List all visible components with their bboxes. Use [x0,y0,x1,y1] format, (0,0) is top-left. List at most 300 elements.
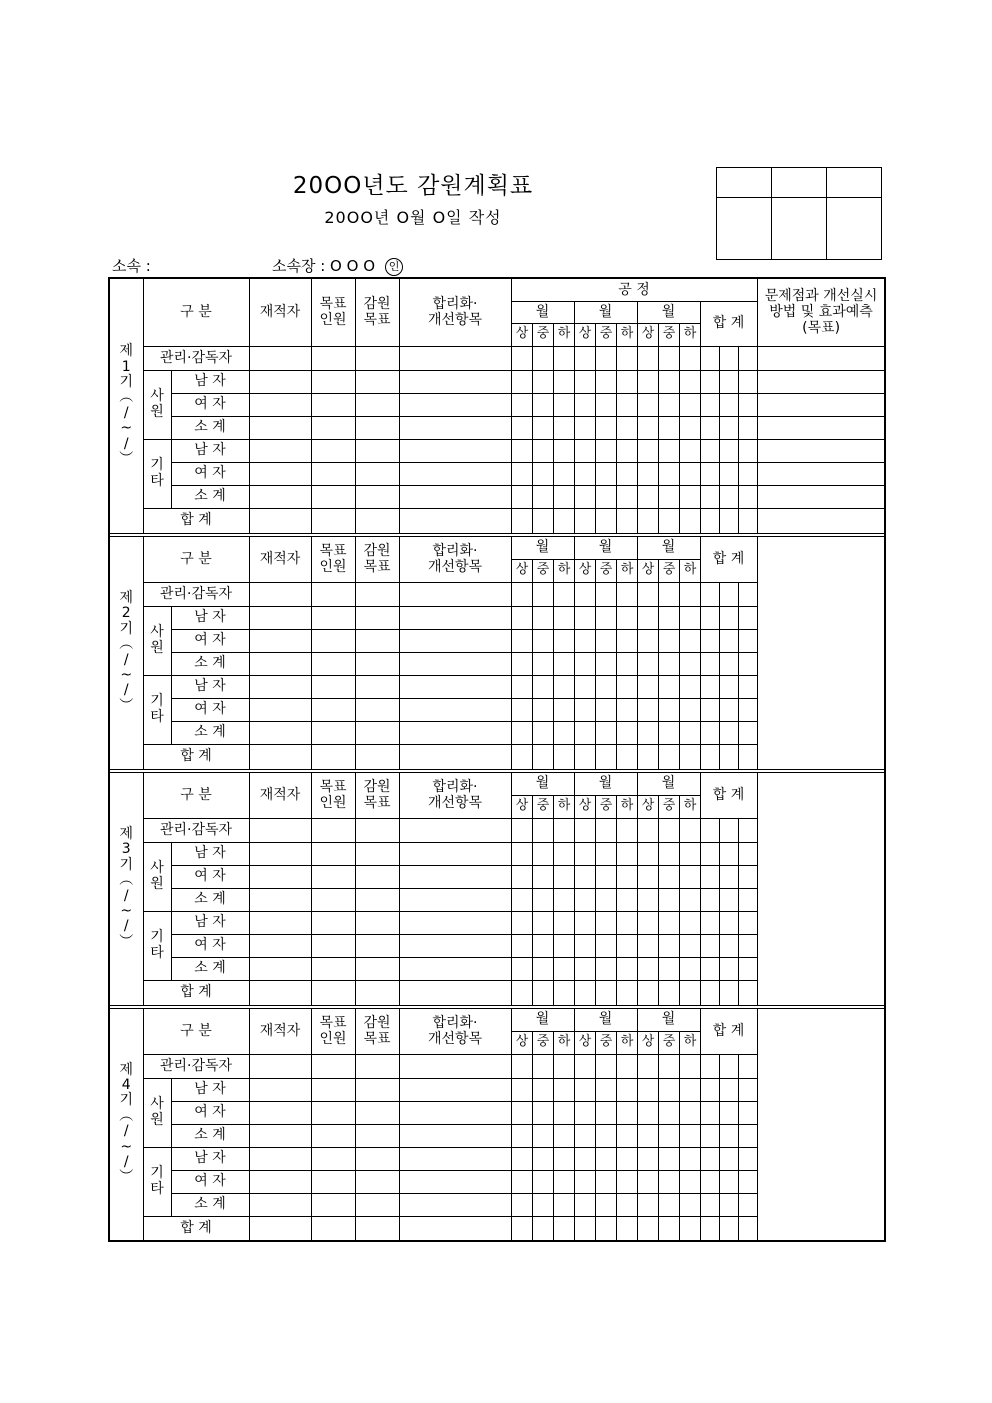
process-grade-cell[interactable] [679,842,700,865]
enrolled-cell[interactable] [249,1193,311,1216]
target-staff-cell[interactable] [311,370,355,393]
process-grade-cell[interactable] [574,1054,595,1078]
process-grade-cell[interactable] [658,1054,679,1078]
process-grade-cell[interactable] [700,911,719,934]
process-grade-cell[interactable] [719,485,738,508]
process-grade-cell[interactable] [738,865,757,888]
reduction-target-cell[interactable] [355,416,399,439]
reduction-target-cell[interactable] [355,1216,399,1241]
reduction-target-cell[interactable] [355,1054,399,1078]
total-cell[interactable] [757,439,885,462]
process-grade-cell[interactable] [738,675,757,698]
reduction-target-cell[interactable] [355,1078,399,1101]
process-grade-cell[interactable] [616,1124,637,1147]
target-staff-cell[interactable] [311,721,355,744]
total-cell[interactable] [757,416,885,439]
process-grade-cell[interactable] [616,1147,637,1170]
process-grade-cell[interactable] [658,957,679,980]
process-grade-cell[interactable] [595,1216,616,1241]
process-grade-cell[interactable] [574,957,595,980]
process-grade-cell[interactable] [679,629,700,652]
process-grade-cell[interactable] [719,346,738,370]
process-grade-cell[interactable] [595,934,616,957]
target-staff-cell[interactable] [311,652,355,675]
target-staff-cell[interactable] [311,675,355,698]
process-grade-cell[interactable] [616,675,637,698]
process-grade-cell[interactable] [637,652,658,675]
process-grade-cell[interactable] [532,1054,553,1078]
process-grade-cell[interactable] [637,346,658,370]
target-staff-cell[interactable] [311,698,355,721]
process-grade-cell[interactable] [637,462,658,485]
process-grade-cell[interactable] [616,508,637,533]
process-grade-cell[interactable] [511,842,532,865]
process-grade-cell[interactable] [679,980,700,1005]
process-grade-cell[interactable] [616,980,637,1005]
target-staff-cell[interactable] [311,1078,355,1101]
process-grade-cell[interactable] [679,1054,700,1078]
total-cell[interactable] [757,508,885,533]
process-grade-cell[interactable] [658,934,679,957]
enrolled-cell[interactable] [249,1216,311,1241]
process-grade-cell[interactable] [700,721,719,744]
process-grade-cell[interactable] [595,416,616,439]
rationalization-cell[interactable] [399,934,511,957]
process-grade-cell[interactable] [700,508,719,533]
process-grade-cell[interactable] [616,485,637,508]
process-grade-cell[interactable] [595,818,616,842]
target-staff-cell[interactable] [311,1170,355,1193]
process-grade-cell[interactable] [719,698,738,721]
process-grade-cell[interactable] [553,1124,574,1147]
enrolled-cell[interactable] [249,652,311,675]
process-grade-cell[interactable] [637,582,658,606]
approval-cell[interactable] [827,198,882,260]
rationalization-cell[interactable] [399,393,511,416]
process-grade-cell[interactable] [574,934,595,957]
process-grade-cell[interactable] [511,629,532,652]
process-grade-cell[interactable] [532,744,553,769]
process-grade-cell[interactable] [511,416,532,439]
process-grade-cell[interactable] [679,1124,700,1147]
process-grade-cell[interactable] [700,1193,719,1216]
process-grade-cell[interactable] [511,508,532,533]
process-grade-cell[interactable] [574,1078,595,1101]
process-grade-cell[interactable] [595,462,616,485]
reduction-target-cell[interactable] [355,888,399,911]
process-grade-cell[interactable] [679,911,700,934]
process-grade-cell[interactable] [616,346,637,370]
process-grade-cell[interactable] [532,888,553,911]
process-grade-cell[interactable] [738,1193,757,1216]
process-grade-cell[interactable] [658,1101,679,1124]
process-grade-cell[interactable] [637,698,658,721]
process-grade-cell[interactable] [679,508,700,533]
process-grade-cell[interactable] [595,439,616,462]
process-grade-cell[interactable] [719,842,738,865]
target-staff-cell[interactable] [311,842,355,865]
process-grade-cell[interactable] [574,1170,595,1193]
process-grade-cell[interactable] [595,865,616,888]
reduction-target-cell[interactable] [355,462,399,485]
process-grade-cell[interactable] [511,934,532,957]
process-grade-cell[interactable] [679,934,700,957]
process-grade-cell[interactable] [574,582,595,606]
process-grade-cell[interactable] [574,416,595,439]
rationalization-cell[interactable] [399,1124,511,1147]
process-grade-cell[interactable] [511,1193,532,1216]
process-grade-cell[interactable] [738,370,757,393]
process-grade-cell[interactable] [511,888,532,911]
process-grade-cell[interactable] [553,698,574,721]
process-grade-cell[interactable] [658,462,679,485]
process-grade-cell[interactable] [719,508,738,533]
process-grade-cell[interactable] [553,1054,574,1078]
process-grade-cell[interactable] [719,744,738,769]
process-grade-cell[interactable] [616,1101,637,1124]
process-grade-cell[interactable] [616,606,637,629]
target-staff-cell[interactable] [311,818,355,842]
process-grade-cell[interactable] [679,818,700,842]
process-grade-cell[interactable] [553,1193,574,1216]
process-grade-cell[interactable] [511,980,532,1005]
process-grade-cell[interactable] [511,393,532,416]
process-grade-cell[interactable] [738,606,757,629]
issues-cell[interactable] [757,536,885,769]
enrolled-cell[interactable] [249,393,311,416]
process-grade-cell[interactable] [738,416,757,439]
process-grade-cell[interactable] [595,629,616,652]
process-grade-cell[interactable] [511,1054,532,1078]
process-grade-cell[interactable] [532,439,553,462]
rationalization-cell[interactable] [399,1193,511,1216]
process-grade-cell[interactable] [637,744,658,769]
process-grade-cell[interactable] [574,698,595,721]
process-grade-cell[interactable] [738,346,757,370]
process-grade-cell[interactable] [679,1101,700,1124]
process-grade-cell[interactable] [719,1078,738,1101]
process-grade-cell[interactable] [574,652,595,675]
rationalization-cell[interactable] [399,1101,511,1124]
process-grade-cell[interactable] [532,462,553,485]
process-grade-cell[interactable] [658,721,679,744]
enrolled-cell[interactable] [249,842,311,865]
enrolled-cell[interactable] [249,721,311,744]
process-grade-cell[interactable] [700,842,719,865]
rationalization-cell[interactable] [399,629,511,652]
process-grade-cell[interactable] [700,744,719,769]
process-grade-cell[interactable] [679,1170,700,1193]
process-grade-cell[interactable] [511,1147,532,1170]
process-grade-cell[interactable] [616,721,637,744]
process-grade-cell[interactable] [637,1101,658,1124]
enrolled-cell[interactable] [249,629,311,652]
process-grade-cell[interactable] [574,1216,595,1241]
process-grade-cell[interactable] [637,485,658,508]
process-grade-cell[interactable] [658,416,679,439]
process-grade-cell[interactable] [719,582,738,606]
process-grade-cell[interactable] [553,865,574,888]
process-grade-cell[interactable] [511,1078,532,1101]
process-grade-cell[interactable] [679,416,700,439]
process-grade-cell[interactable] [532,1193,553,1216]
reduction-target-cell[interactable] [355,582,399,606]
enrolled-cell[interactable] [249,957,311,980]
process-grade-cell[interactable] [595,1147,616,1170]
approval-cell[interactable] [772,168,827,198]
process-grade-cell[interactable] [658,393,679,416]
process-grade-cell[interactable] [595,393,616,416]
approval-cell[interactable] [772,198,827,260]
total-cell[interactable] [757,393,885,416]
process-grade-cell[interactable] [738,842,757,865]
process-grade-cell[interactable] [574,606,595,629]
process-grade-cell[interactable] [658,485,679,508]
process-grade-cell[interactable] [532,416,553,439]
process-grade-cell[interactable] [700,1101,719,1124]
process-grade-cell[interactable] [511,439,532,462]
process-grade-cell[interactable] [738,1054,757,1078]
process-grade-cell[interactable] [532,1078,553,1101]
reduction-target-cell[interactable] [355,1193,399,1216]
process-grade-cell[interactable] [738,818,757,842]
process-grade-cell[interactable] [595,346,616,370]
rationalization-cell[interactable] [399,957,511,980]
process-grade-cell[interactable] [719,957,738,980]
process-grade-cell[interactable] [738,721,757,744]
target-staff-cell[interactable] [311,934,355,957]
process-grade-cell[interactable] [719,652,738,675]
enrolled-cell[interactable] [249,416,311,439]
process-grade-cell[interactable] [616,439,637,462]
target-staff-cell[interactable] [311,346,355,370]
process-grade-cell[interactable] [637,629,658,652]
process-grade-cell[interactable] [658,582,679,606]
process-grade-cell[interactable] [532,957,553,980]
approval-cell[interactable] [827,168,882,198]
enrolled-cell[interactable] [249,439,311,462]
process-grade-cell[interactable] [616,888,637,911]
process-grade-cell[interactable] [595,1054,616,1078]
process-grade-cell[interactable] [595,911,616,934]
process-grade-cell[interactable] [553,934,574,957]
target-staff-cell[interactable] [311,416,355,439]
target-staff-cell[interactable] [311,393,355,416]
target-staff-cell[interactable] [311,1147,355,1170]
process-grade-cell[interactable] [553,1170,574,1193]
process-grade-cell[interactable] [700,1216,719,1241]
enrolled-cell[interactable] [249,911,311,934]
process-grade-cell[interactable] [553,818,574,842]
issues-cell[interactable] [757,1008,885,1241]
total-cell[interactable] [757,346,885,370]
process-grade-cell[interactable] [616,744,637,769]
process-grade-cell[interactable] [719,980,738,1005]
process-grade-cell[interactable] [532,675,553,698]
process-grade-cell[interactable] [719,934,738,957]
process-grade-cell[interactable] [574,865,595,888]
process-grade-cell[interactable] [553,888,574,911]
process-grade-cell[interactable] [553,1101,574,1124]
process-grade-cell[interactable] [658,744,679,769]
process-grade-cell[interactable] [595,721,616,744]
process-grade-cell[interactable] [679,698,700,721]
process-grade-cell[interactable] [679,744,700,769]
enrolled-cell[interactable] [249,462,311,485]
rationalization-cell[interactable] [399,1170,511,1193]
process-grade-cell[interactable] [511,582,532,606]
rationalization-cell[interactable] [399,1054,511,1078]
process-grade-cell[interactable] [637,1078,658,1101]
process-grade-cell[interactable] [616,1078,637,1101]
process-grade-cell[interactable] [595,508,616,533]
process-grade-cell[interactable] [679,1193,700,1216]
process-grade-cell[interactable] [532,652,553,675]
process-grade-cell[interactable] [595,744,616,769]
rationalization-cell[interactable] [399,911,511,934]
process-grade-cell[interactable] [637,1170,658,1193]
process-grade-cell[interactable] [679,888,700,911]
target-staff-cell[interactable] [311,606,355,629]
process-grade-cell[interactable] [616,957,637,980]
process-grade-cell[interactable] [738,1078,757,1101]
rationalization-cell[interactable] [399,721,511,744]
rationalization-cell[interactable] [399,462,511,485]
enrolled-cell[interactable] [249,370,311,393]
process-grade-cell[interactable] [719,1124,738,1147]
rationalization-cell[interactable] [399,508,511,533]
reduction-target-cell[interactable] [355,652,399,675]
rationalization-cell[interactable] [399,1216,511,1241]
target-staff-cell[interactable] [311,1216,355,1241]
process-grade-cell[interactable] [700,934,719,957]
process-grade-cell[interactable] [595,675,616,698]
process-grade-cell[interactable] [658,629,679,652]
process-grade-cell[interactable] [574,888,595,911]
process-grade-cell[interactable] [719,1147,738,1170]
process-grade-cell[interactable] [616,629,637,652]
reduction-target-cell[interactable] [355,606,399,629]
process-grade-cell[interactable] [511,818,532,842]
process-grade-cell[interactable] [738,462,757,485]
process-grade-cell[interactable] [595,957,616,980]
process-grade-cell[interactable] [553,508,574,533]
process-grade-cell[interactable] [679,462,700,485]
process-grade-cell[interactable] [719,416,738,439]
process-grade-cell[interactable] [637,606,658,629]
enrolled-cell[interactable] [249,698,311,721]
process-grade-cell[interactable] [700,1147,719,1170]
total-cell[interactable] [757,370,885,393]
process-grade-cell[interactable] [553,485,574,508]
process-grade-cell[interactable] [658,888,679,911]
process-grade-cell[interactable] [658,439,679,462]
target-staff-cell[interactable] [311,462,355,485]
rationalization-cell[interactable] [399,744,511,769]
process-grade-cell[interactable] [595,888,616,911]
target-staff-cell[interactable] [311,629,355,652]
enrolled-cell[interactable] [249,980,311,1005]
reduction-target-cell[interactable] [355,675,399,698]
process-grade-cell[interactable] [738,393,757,416]
process-grade-cell[interactable] [679,606,700,629]
rationalization-cell[interactable] [399,346,511,370]
target-staff-cell[interactable] [311,911,355,934]
reduction-target-cell[interactable] [355,980,399,1005]
process-grade-cell[interactable] [553,957,574,980]
enrolled-cell[interactable] [249,485,311,508]
process-grade-cell[interactable] [511,698,532,721]
process-grade-cell[interactable] [679,439,700,462]
process-grade-cell[interactable] [553,911,574,934]
process-grade-cell[interactable] [532,1170,553,1193]
process-grade-cell[interactable] [719,721,738,744]
process-grade-cell[interactable] [637,370,658,393]
process-grade-cell[interactable] [616,818,637,842]
process-grade-cell[interactable] [658,1078,679,1101]
target-staff-cell[interactable] [311,508,355,533]
process-grade-cell[interactable] [700,462,719,485]
rationalization-cell[interactable] [399,980,511,1005]
rationalization-cell[interactable] [399,652,511,675]
process-grade-cell[interactable] [719,629,738,652]
process-grade-cell[interactable] [738,934,757,957]
process-grade-cell[interactable] [700,1054,719,1078]
process-grade-cell[interactable] [658,1170,679,1193]
process-grade-cell[interactable] [553,652,574,675]
target-staff-cell[interactable] [311,439,355,462]
process-grade-cell[interactable] [658,606,679,629]
reduction-target-cell[interactable] [355,485,399,508]
process-grade-cell[interactable] [532,1124,553,1147]
process-grade-cell[interactable] [700,675,719,698]
process-grade-cell[interactable] [553,462,574,485]
process-grade-cell[interactable] [637,865,658,888]
process-grade-cell[interactable] [532,485,553,508]
process-grade-cell[interactable] [700,393,719,416]
process-grade-cell[interactable] [719,439,738,462]
process-grade-cell[interactable] [595,1124,616,1147]
process-grade-cell[interactable] [511,652,532,675]
process-grade-cell[interactable] [595,698,616,721]
process-grade-cell[interactable] [574,1124,595,1147]
process-grade-cell[interactable] [738,744,757,769]
process-grade-cell[interactable] [637,957,658,980]
process-grade-cell[interactable] [553,1147,574,1170]
process-grade-cell[interactable] [616,370,637,393]
process-grade-cell[interactable] [574,1193,595,1216]
process-grade-cell[interactable] [616,652,637,675]
enrolled-cell[interactable] [249,934,311,957]
process-grade-cell[interactable] [574,346,595,370]
reduction-target-cell[interactable] [355,346,399,370]
process-grade-cell[interactable] [700,1170,719,1193]
reduction-target-cell[interactable] [355,934,399,957]
process-grade-cell[interactable] [637,675,658,698]
process-grade-cell[interactable] [637,818,658,842]
reduction-target-cell[interactable] [355,1124,399,1147]
process-grade-cell[interactable] [637,1054,658,1078]
process-grade-cell[interactable] [738,911,757,934]
process-grade-cell[interactable] [738,698,757,721]
process-grade-cell[interactable] [532,842,553,865]
process-grade-cell[interactable] [574,462,595,485]
process-grade-cell[interactable] [700,957,719,980]
process-grade-cell[interactable] [658,652,679,675]
process-grade-cell[interactable] [700,1078,719,1101]
process-grade-cell[interactable] [616,698,637,721]
process-grade-cell[interactable] [532,393,553,416]
